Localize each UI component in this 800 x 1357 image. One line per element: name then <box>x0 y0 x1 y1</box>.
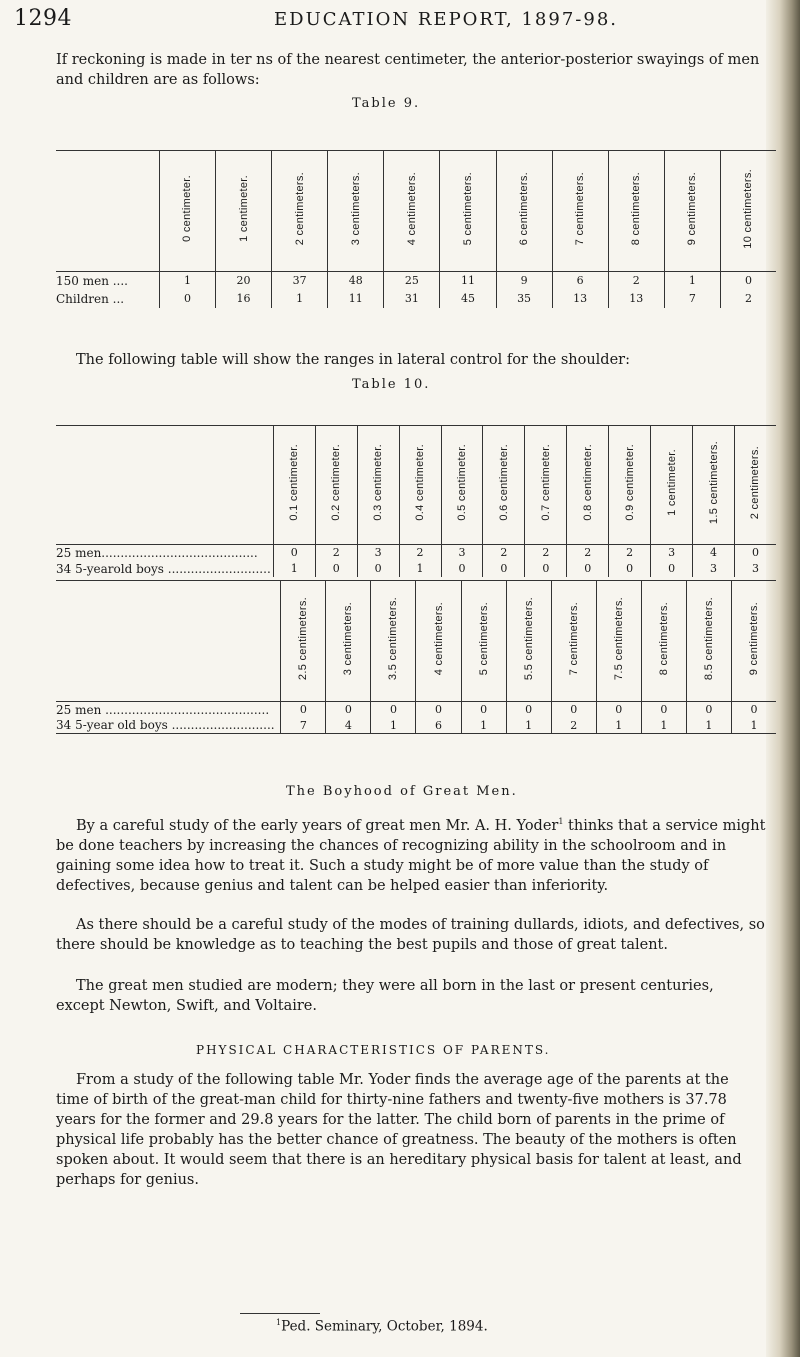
row-label: 150 men .... <box>56 273 128 288</box>
table9-col-header: 10 centimeters. <box>720 151 776 272</box>
table-cell: 2 <box>609 545 651 561</box>
table9-header-blank <box>56 151 159 272</box>
physical-paragraph-1: From a study of the following table Mr. Yoder finds the average age of the parents at the time of birth of the great-man child for thirty-nine fathers and twenty-five mothers is 37.78 years for the former and 29.8 years for the latter. The child born of parents in the prime of physical life probably has the better chance of greatness. The beauty of the mothers is often spoken about. It would seem that there is an hereditary physical basis for talent at least, and perhaps for genius. <box>56 1072 742 1188</box>
table9-col-header: 8 centimeters. <box>608 151 664 272</box>
row-label: 34 5-year old boys ........................... <box>56 718 275 733</box>
table9-col-header: 6 centimeters. <box>496 151 552 272</box>
table-cell: 0 <box>567 561 609 577</box>
table10a-col-header: 0.2 centimeter. <box>315 426 357 545</box>
table-cell: 2 <box>399 545 441 561</box>
table-cell: 0 <box>641 702 686 718</box>
table-9 <box>56 150 776 308</box>
table-cell: 0 <box>609 561 651 577</box>
boyhood-paragraph-1 <box>56 812 766 896</box>
table10b-col-header: 3.5 centimeters. <box>371 581 416 702</box>
table-cell: 3 <box>651 545 693 561</box>
page-header <box>14 6 764 38</box>
table-cell: 1 <box>596 718 641 734</box>
table10a-col-header: 1.5 centimeters. <box>693 426 735 545</box>
lateral-intro-paragraph: The following table will show the ranges in lateral control for the shoulder: <box>76 352 630 368</box>
section-title-boyhood: The Boyhood of Great Men. <box>286 784 518 799</box>
table10b-col-header: 7 centimeters. <box>551 581 596 702</box>
table-cell: 20 <box>215 272 271 290</box>
table9-header-row <box>56 151 776 272</box>
footnote-marker: 1 <box>276 1318 282 1327</box>
table-cell: 3 <box>357 545 399 561</box>
table-cell: 25 <box>384 272 440 290</box>
table-cell: 13 <box>552 290 608 308</box>
table-cell: 48 <box>328 272 384 290</box>
boyhood-paragraph-3: The great men studied are modern; they were all born in the last or present centuries, except Newton, Swift, and Voltaire. <box>56 978 714 1014</box>
table9-col-header: 1 centimeter. <box>215 151 271 272</box>
table-cell: 16 <box>215 290 271 308</box>
table-cell: 0 <box>461 702 506 718</box>
table-cell: 0 <box>326 702 371 718</box>
boyhood-p1-after: thinks that a service might be done teachers by increasing the chances of recognizing ability in the schoolroom and in gaining some idea how to treat it. Such a study might be of more value than the study of defectives, because genius and talent can be helped easier than inferiority. <box>56 817 766 894</box>
table-cell: 0 <box>483 561 525 577</box>
table10b-col-header: 3 centimeters. <box>326 581 371 702</box>
table10a-col-header: 0.4 centimeter. <box>399 426 441 545</box>
table-cell: 1 <box>506 718 551 734</box>
footnote-text: Ped. Seminary, October, 1894. <box>281 1318 488 1335</box>
table10b-col-header: 4 centimeters. <box>416 581 461 702</box>
table-cell: 6 <box>552 272 608 290</box>
table-cell: 1 <box>399 561 441 577</box>
table-cell: 0 <box>551 702 596 718</box>
page-number: 1294 <box>14 6 72 31</box>
table-cell: 0 <box>734 545 776 561</box>
table10b-col-header: 7.5 centimeters. <box>596 581 641 702</box>
table10a-col-header: 1 centimeter. <box>651 426 693 545</box>
table10b-col-header: 2.5 centimeters. <box>281 581 326 702</box>
table-cell: 1 <box>664 272 720 290</box>
table-cell: 0 <box>273 545 315 561</box>
table-cell: 0 <box>416 702 461 718</box>
table9-col-header: 4 centimeters. <box>384 151 440 272</box>
footnote <box>276 1318 488 1335</box>
table-cell: 0 <box>731 702 776 718</box>
row-label: 25 men ........................................... <box>56 702 270 717</box>
table-cell: 3 <box>441 545 483 561</box>
table10b-header-row <box>56 581 776 702</box>
table-cell: 4 <box>693 545 735 561</box>
table9-col-header: 7 centimeters. <box>552 151 608 272</box>
table-row <box>56 272 776 290</box>
table-cell: 0 <box>441 561 483 577</box>
footnote-divider <box>240 1313 320 1314</box>
boyhood-p1-before: By a careful study of the early years of great men Mr. A. H. Yoder <box>76 817 559 834</box>
table-cell: 2 <box>567 545 609 561</box>
table-row <box>56 718 776 734</box>
table-cell: 2 <box>525 545 567 561</box>
table-cell: 4 <box>326 718 371 734</box>
table10-caption: Table 10. <box>352 377 431 392</box>
table-cell: 35 <box>496 290 552 308</box>
table10b-col-header: 5 centimeters. <box>461 581 506 702</box>
table-cell: 0 <box>159 290 215 308</box>
table-10-part-1 <box>56 425 776 577</box>
table-cell: 1 <box>461 718 506 734</box>
table10a-col-header: 2 centimeters. <box>734 426 776 545</box>
table-cell: 1 <box>686 718 731 734</box>
table10a-col-header: 0.5 centimeter. <box>441 426 483 545</box>
table10a-col-header: 0.8 centimeter. <box>567 426 609 545</box>
table-cell: 9 <box>496 272 552 290</box>
boyhood-paragraph-2: As there should be a careful study of the modes of training dullards, idiots, and defectives, so there should be knowledge as to teaching the best pupils and those of great talent. <box>56 917 765 953</box>
table10a-header-row <box>56 426 776 545</box>
table9-col-header: 3 centimeters. <box>328 151 384 272</box>
row-label: 34 5-yearold boys ........................... <box>56 561 271 576</box>
table-cell: 1 <box>159 272 215 290</box>
table-cell: 11 <box>440 272 496 290</box>
row-label: 25 men......................................... <box>56 545 258 560</box>
table-cell: 2 <box>608 272 664 290</box>
table9-caption: Table 9. <box>352 96 421 111</box>
table10b-col-header: 8 centimeters. <box>641 581 686 702</box>
intro-paragraph: If reckoning is made in ter ns of the nearest centimeter, the anterior-posterior swayings of men and children are as follows: <box>56 52 760 88</box>
table10b-col-header: 8.5 centimeters. <box>686 581 731 702</box>
table-cell: 2 <box>483 545 525 561</box>
table-cell: 0 <box>525 561 567 577</box>
table9-col-header: 2 centimeters. <box>272 151 328 272</box>
table-cell: 0 <box>686 702 731 718</box>
table-cell: 0 <box>315 561 357 577</box>
table-cell: 7 <box>664 290 720 308</box>
table-cell: 1 <box>641 718 686 734</box>
table-10-part-2 <box>56 580 776 734</box>
table-cell: 0 <box>506 702 551 718</box>
table-cell: 0 <box>281 702 326 718</box>
table-cell: 1 <box>371 718 416 734</box>
table-cell: 11 <box>328 290 384 308</box>
footnote-ref: 1 <box>558 817 564 826</box>
table-cell: 3 <box>734 561 776 577</box>
table9-col-header: 9 centimeters. <box>664 151 720 272</box>
table-cell: 37 <box>272 272 328 290</box>
table10b-col-header: 5.5 centimeters. <box>506 581 551 702</box>
table-cell: 7 <box>281 718 326 734</box>
table-cell: 1 <box>273 561 315 577</box>
table-cell: 2 <box>720 290 776 308</box>
table-cell: 3 <box>693 561 735 577</box>
table10b-col-header: 9 centimeters. <box>731 581 776 702</box>
table-row <box>56 545 776 561</box>
table-row <box>56 561 776 577</box>
table10a-col-header: 0.9 centimeter. <box>609 426 651 545</box>
table-cell: 0 <box>651 561 693 577</box>
table-row <box>56 702 776 718</box>
table-row <box>56 290 776 308</box>
running-head: EDUCATION REPORT, 1897-98. <box>274 9 618 30</box>
table-cell: 45 <box>440 290 496 308</box>
row-label: Children ... <box>56 291 125 306</box>
table-cell: 31 <box>384 290 440 308</box>
table-cell: 0 <box>720 272 776 290</box>
table-cell: 0 <box>596 702 641 718</box>
table-cell: 6 <box>416 718 461 734</box>
table-cell: 2 <box>551 718 596 734</box>
table10a-header-blank <box>56 426 273 545</box>
table9-col-header: 5 centimeters. <box>440 151 496 272</box>
table10a-col-header: 0.3 centimeter. <box>357 426 399 545</box>
table9-col-header: 0 centimeter. <box>159 151 215 272</box>
table-cell: 2 <box>315 545 357 561</box>
table10a-col-header: 0.6 centimeter. <box>483 426 525 545</box>
table10b-header-blank <box>56 581 281 702</box>
section-title-physical: PHYSICAL CHARACTERISTICS OF PARENTS. <box>196 1043 551 1057</box>
table-cell: 0 <box>357 561 399 577</box>
table-cell: 0 <box>371 702 416 718</box>
table10a-col-header: 0.7 centimeter. <box>525 426 567 545</box>
table-cell: 1 <box>272 290 328 308</box>
table-cell: 13 <box>608 290 664 308</box>
table10a-col-header: 0.1 centimeter. <box>273 426 315 545</box>
table-cell: 1 <box>731 718 776 734</box>
